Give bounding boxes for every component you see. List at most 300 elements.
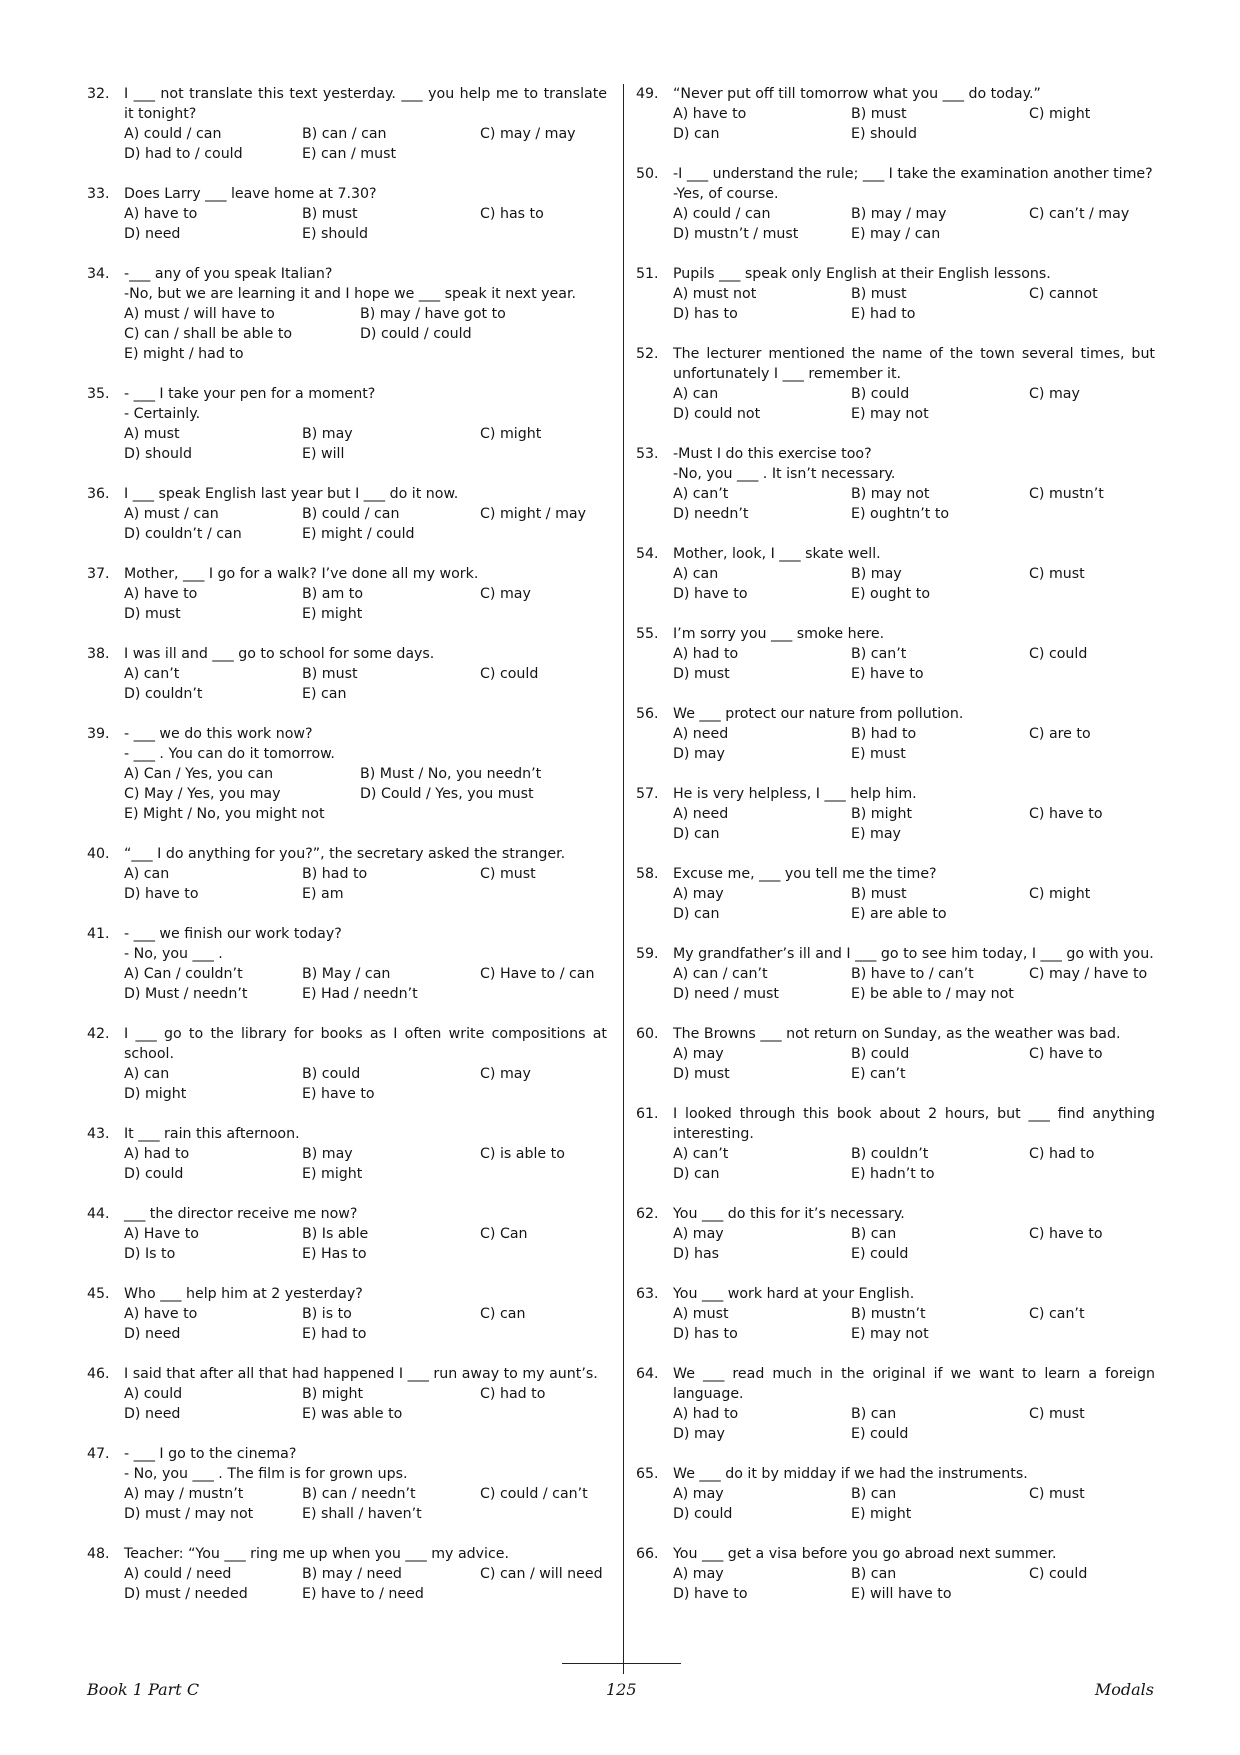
answer-option: C) have to xyxy=(1029,1046,1103,1062)
question-text-line: It ___ rain this afternoon. xyxy=(124,1126,300,1142)
question-number: 33. xyxy=(87,186,110,202)
question-item xyxy=(636,624,1155,684)
answer-options xyxy=(673,204,1155,244)
question-stem xyxy=(124,1364,607,1384)
answer-option: E) may xyxy=(851,826,901,842)
answer-options xyxy=(124,964,607,1004)
answer-options xyxy=(673,1304,1155,1344)
answer-option: C) are to xyxy=(1029,726,1091,742)
answer-option: B) May / can xyxy=(302,966,391,982)
question-text-line: ___ the director receive me now? xyxy=(124,1206,358,1222)
answer-option: D) couldn’t xyxy=(124,686,203,702)
answer-option: A) had to xyxy=(124,1146,190,1162)
question-stem xyxy=(124,724,607,764)
question-stem xyxy=(124,1204,607,1224)
answer-options xyxy=(673,1484,1155,1524)
answer-option: D) could xyxy=(673,1506,733,1522)
answer-option: A) must / will have to xyxy=(124,306,275,322)
answer-option: B) might xyxy=(302,1386,364,1402)
question-number: 54. xyxy=(636,546,659,562)
question-number: 53. xyxy=(636,446,659,462)
answer-option: E) can / must xyxy=(302,146,397,162)
answer-option: D) can xyxy=(673,906,720,922)
answer-option: A) have to xyxy=(124,1306,198,1322)
answer-option: B) must xyxy=(302,206,358,222)
question-text-line: Mother, ___ I go for a walk? I’ve done all my work. xyxy=(124,566,479,582)
question-number: 42. xyxy=(87,1026,110,1042)
question-stem xyxy=(673,1364,1155,1404)
question-number: 59. xyxy=(636,946,659,962)
answer-option: E) will xyxy=(302,446,345,462)
answer-option: A) must not xyxy=(673,286,757,302)
answer-option: D) Could / Yes, you must xyxy=(360,786,534,802)
answer-option: A) can’t xyxy=(124,666,180,682)
answer-option: E) might xyxy=(302,1166,363,1182)
question-item xyxy=(636,864,1155,924)
answer-option: C) Have to / can xyxy=(480,966,595,982)
question-number: 50. xyxy=(636,166,659,182)
answer-options xyxy=(124,1064,607,1104)
answer-options xyxy=(124,864,607,904)
answer-option: D) have to xyxy=(673,586,748,602)
answer-option: E) might xyxy=(851,1506,912,1522)
question-stem xyxy=(124,1124,607,1144)
question-item xyxy=(636,1204,1155,1264)
question-number: 37. xyxy=(87,566,110,582)
answer-option: A) may xyxy=(673,1486,724,1502)
question-item xyxy=(87,844,607,904)
answer-option: B) must xyxy=(851,106,907,122)
question-item xyxy=(87,1204,607,1264)
question-stem xyxy=(124,1284,607,1304)
answer-option: A) may xyxy=(673,1046,724,1062)
answer-option: D) couldn’t / can xyxy=(124,526,242,542)
answer-option: B) am to xyxy=(302,586,364,602)
question-text-line: - ___ we do this work now? xyxy=(124,726,313,742)
question-text-line: The lecturer mentioned the name of the town several times, but unfortunately I ___ remember it. xyxy=(673,346,1155,382)
question-text-line: He is very helpless, I ___ help him. xyxy=(673,786,917,802)
question-stem xyxy=(673,264,1155,284)
answer-option: C) may xyxy=(480,1066,531,1082)
answer-option: B) must xyxy=(851,886,907,902)
question-number: 61. xyxy=(636,1106,659,1122)
question-text-line: -Must I do this exercise too? xyxy=(673,446,872,462)
question-number: 48. xyxy=(87,1546,110,1562)
question-item xyxy=(87,1544,607,1604)
question-item xyxy=(636,444,1155,524)
answer-option: D) must xyxy=(673,1066,730,1082)
answer-option: A) Can / Yes, you can xyxy=(124,766,274,782)
question-number: 55. xyxy=(636,626,659,642)
question-item xyxy=(87,184,607,244)
question-stem xyxy=(673,1464,1155,1484)
question-stem xyxy=(673,164,1155,204)
answer-option: E) may / can xyxy=(851,226,941,242)
answer-options xyxy=(124,1224,607,1264)
answer-option: A) must xyxy=(124,426,180,442)
question-item xyxy=(87,84,607,164)
question-text-line: Teacher: “You ___ ring me up when you ___ my advice. xyxy=(124,1546,510,1562)
answer-option: A) have to xyxy=(124,206,198,222)
answer-option: D) has to xyxy=(673,1326,738,1342)
question-number: 40. xyxy=(87,846,110,862)
answer-option: C) must xyxy=(1029,566,1085,582)
answer-option: D) may xyxy=(673,746,725,762)
answer-options xyxy=(124,124,607,164)
question-text-line: I looked through this book about 2 hours, but ___ find anything interesting. xyxy=(673,1106,1155,1142)
answer-option: D) could not xyxy=(673,406,761,422)
answer-option: C) could xyxy=(480,666,539,682)
answer-option: B) must xyxy=(851,286,907,302)
question-item xyxy=(636,264,1155,324)
answer-options xyxy=(124,204,607,244)
answer-option: E) could xyxy=(851,1426,909,1442)
answer-option: C) had to xyxy=(1029,1146,1095,1162)
question-text-line: Pupils ___ speak only English at their English lessons. xyxy=(673,266,1051,282)
answer-option: A) had to xyxy=(673,1406,739,1422)
answer-option: E) am xyxy=(302,886,344,902)
answer-option: D) have to xyxy=(124,886,199,902)
answer-option: C) must xyxy=(1029,1406,1085,1422)
answer-option: B) could xyxy=(851,1046,910,1062)
answer-option: C) mustn’t xyxy=(1029,486,1104,502)
question-stem xyxy=(124,924,607,964)
question-item xyxy=(87,1284,607,1344)
question-stem xyxy=(673,1204,1155,1224)
question-item xyxy=(87,1444,607,1524)
question-text-line: -No, you ___ . It isn’t necessary. xyxy=(673,466,896,482)
right-column xyxy=(636,84,1155,1604)
question-text-line: -___ any of you speak Italian? xyxy=(124,266,333,282)
answer-option: A) need xyxy=(673,726,729,742)
question-text-line: The Browns ___ not return on Sunday, as the weather was bad. xyxy=(673,1026,1121,1042)
answer-option: D) Must / needn’t xyxy=(124,986,248,1002)
answer-option: E) might / had to xyxy=(124,346,244,362)
answer-option: D) should xyxy=(124,446,192,462)
question-item xyxy=(636,84,1155,144)
answer-option: D) can xyxy=(673,826,720,842)
answer-option: D) could xyxy=(124,1166,184,1182)
answer-option: A) Have to xyxy=(124,1226,199,1242)
answer-options xyxy=(124,1384,607,1424)
answer-option: C) could xyxy=(1029,1566,1088,1582)
question-stem xyxy=(673,864,1155,884)
question-text-line: We ___ do it by midday if we had the instruments. xyxy=(673,1466,1028,1482)
answer-option: D) need xyxy=(124,1406,181,1422)
question-item xyxy=(636,944,1155,1004)
answer-option: D) must / needed xyxy=(124,1586,248,1602)
left-column xyxy=(87,84,607,1604)
answer-option: D) could / could xyxy=(360,326,472,342)
question-text-line: I ___ go to the library for books as I often write compositions at school. xyxy=(124,1026,607,1062)
answer-options xyxy=(673,724,1155,764)
answer-option: E) ought to xyxy=(851,586,930,602)
question-number: 52. xyxy=(636,346,659,362)
answer-option: E) had to xyxy=(302,1326,367,1342)
question-text-line: - ___ we finish our work today? xyxy=(124,926,342,942)
answer-option: C) could / can’t xyxy=(480,1486,588,1502)
answer-option: A) can xyxy=(124,866,170,882)
answer-option: A) can / can’t xyxy=(673,966,768,982)
question-number: 64. xyxy=(636,1366,659,1382)
answer-option: A) can’t xyxy=(673,486,729,502)
answer-option: E) Might / No, you might not xyxy=(124,806,325,822)
answer-options xyxy=(673,644,1155,684)
answer-option: E) be able to / may not xyxy=(851,986,1014,1002)
question-text-line: We ___ read much in the original if we want to learn a foreign language. xyxy=(673,1366,1155,1402)
question-stem xyxy=(673,444,1155,484)
question-number: 35. xyxy=(87,386,110,402)
answer-options xyxy=(673,1144,1155,1184)
question-number: 32. xyxy=(87,86,110,102)
question-text-line: I’m sorry you ___ smoke here. xyxy=(673,626,885,642)
answer-options xyxy=(124,304,607,364)
chapter-label: Modals xyxy=(1094,1680,1154,1699)
answer-option: E) might xyxy=(302,606,363,622)
question-stem xyxy=(124,1024,607,1064)
answer-option: C) can xyxy=(480,1306,526,1322)
answer-option: D) can xyxy=(673,126,720,142)
answer-option: B) Is able xyxy=(302,1226,369,1242)
question-number: 46. xyxy=(87,1366,110,1382)
question-item xyxy=(87,924,607,1004)
answer-option: B) can / needn’t xyxy=(302,1486,416,1502)
question-stem xyxy=(673,1284,1155,1304)
answer-options xyxy=(673,384,1155,424)
question-number: 66. xyxy=(636,1546,659,1562)
question-text-line: - ___ . You can do it tomorrow. xyxy=(124,746,335,762)
answer-option: C) may / may xyxy=(480,126,576,142)
answer-option: B) may xyxy=(302,426,353,442)
answer-option: B) may xyxy=(851,566,902,582)
answer-option: C) may / have to xyxy=(1029,966,1148,982)
answer-option: A) may xyxy=(673,1566,724,1582)
question-number: 43. xyxy=(87,1126,110,1142)
question-text-line: My grandfather’s ill and I ___ go to see him today, I ___ go with you. xyxy=(673,946,1154,962)
answer-option: C) have to xyxy=(1029,1226,1103,1242)
answer-options xyxy=(124,1304,607,1344)
answer-option: E) might / could xyxy=(302,526,415,542)
question-text-line: - No, you ___ . The film is for grown ups. xyxy=(124,1466,408,1482)
question-stem xyxy=(124,1444,607,1484)
answer-option: B) Must / No, you needn’t xyxy=(360,766,542,782)
answer-option: D) have to xyxy=(673,1586,748,1602)
question-stem xyxy=(673,84,1155,104)
answer-option: A) may / mustn’t xyxy=(124,1486,244,1502)
answer-option: B) might xyxy=(851,806,913,822)
question-stem xyxy=(124,844,607,864)
question-number: 56. xyxy=(636,706,659,722)
answer-option: C) has to xyxy=(480,206,544,222)
answer-options xyxy=(673,964,1155,1004)
answer-option: E) will have to xyxy=(851,1586,952,1602)
question-number: 60. xyxy=(636,1026,659,1042)
answer-option: E) must xyxy=(851,746,906,762)
answer-option: B) is to xyxy=(302,1306,352,1322)
question-number: 47. xyxy=(87,1446,110,1462)
question-item xyxy=(636,1284,1155,1344)
answer-option: B) can xyxy=(851,1226,897,1242)
question-text-line: Excuse me, ___ you tell me the time? xyxy=(673,866,937,882)
question-item xyxy=(87,1124,607,1184)
question-stem xyxy=(124,84,607,124)
question-item xyxy=(636,544,1155,604)
answer-option: D) need / must xyxy=(673,986,779,1002)
answer-options xyxy=(673,284,1155,324)
question-item xyxy=(87,1024,607,1104)
answer-option: D) might xyxy=(124,1086,187,1102)
answer-option: E) hadn’t to xyxy=(851,1166,935,1182)
answer-options xyxy=(673,884,1155,924)
answer-option: A) may xyxy=(673,1226,724,1242)
question-item xyxy=(87,384,607,464)
answer-option: A) can xyxy=(673,566,719,582)
answer-option: D) has xyxy=(673,1246,720,1262)
answer-option: C) might / may xyxy=(480,506,586,522)
question-stem xyxy=(124,384,607,424)
question-stem xyxy=(124,264,607,304)
answer-option: C) can’t / may xyxy=(1029,206,1130,222)
question-item xyxy=(636,1544,1155,1604)
answer-option: C) can / shall be able to xyxy=(124,326,293,342)
answer-option: A) Can / couldn’t xyxy=(124,966,243,982)
answer-option: D) mustn’t / must xyxy=(673,226,799,242)
question-text-line: “Never put off till tomorrow what you ___ do today.” xyxy=(673,86,1041,102)
answer-option: B) may / have got to xyxy=(360,306,506,322)
question-stem xyxy=(673,1544,1155,1564)
question-text-line: - ___ I go to the cinema? xyxy=(124,1446,297,1462)
question-text-line: I ___ speak English last year but I ___ do it now. xyxy=(124,486,459,502)
answer-option: B) couldn’t xyxy=(851,1146,929,1162)
answer-options xyxy=(124,584,607,624)
question-text-line: -No, but we are learning it and I hope we ___ speak it next year. xyxy=(124,286,577,302)
answer-option: D) has to xyxy=(673,306,738,322)
question-number: 36. xyxy=(87,486,110,502)
question-number: 44. xyxy=(87,1206,110,1222)
question-item xyxy=(636,1464,1155,1524)
answer-option: D) must / may not xyxy=(124,1506,254,1522)
answer-option: B) can xyxy=(851,1566,897,1582)
answer-options xyxy=(124,664,607,704)
question-item xyxy=(636,344,1155,424)
answer-options xyxy=(673,564,1155,604)
question-item xyxy=(636,704,1155,764)
answer-option: C) can’t xyxy=(1029,1306,1085,1322)
question-number: 65. xyxy=(636,1466,659,1482)
question-stem xyxy=(124,184,607,204)
answer-option: A) could / can xyxy=(124,126,222,142)
answer-options xyxy=(673,1224,1155,1264)
answer-option: D) needn’t xyxy=(673,506,749,522)
question-stem xyxy=(124,484,607,504)
answer-option: A) may xyxy=(673,886,724,902)
question-text-line: -I ___ understand the rule; ___ I take the examination another time? xyxy=(673,166,1153,182)
answer-option: D) may xyxy=(673,1426,725,1442)
answer-option: B) may / need xyxy=(302,1566,402,1582)
answer-option: A) could xyxy=(124,1386,183,1402)
question-item xyxy=(636,1364,1155,1444)
answer-options xyxy=(124,424,607,464)
answer-option: C) might xyxy=(480,426,542,442)
question-item xyxy=(87,484,607,544)
footer-rule xyxy=(562,1663,681,1664)
answer-option: A) must xyxy=(673,1306,729,1322)
question-item xyxy=(636,1104,1155,1184)
book-label: Book 1 Part C xyxy=(87,1680,200,1699)
answer-option: C) cannot xyxy=(1029,286,1098,302)
question-text-line: Does Larry ___ leave home at 7.30? xyxy=(124,186,377,202)
answer-option: E) could xyxy=(851,1246,909,1262)
question-number: 63. xyxy=(636,1286,659,1302)
answer-option: D) can xyxy=(673,1166,720,1182)
question-item xyxy=(87,724,607,824)
answer-option: E) have to / need xyxy=(302,1586,424,1602)
answer-options xyxy=(124,764,607,824)
question-number: 39. xyxy=(87,726,110,742)
answer-option: B) must xyxy=(302,666,358,682)
answer-option: B) could xyxy=(851,386,910,402)
question-text-line: - ___ I take your pen for a moment? xyxy=(124,386,376,402)
answer-option: B) had to xyxy=(302,866,368,882)
answer-option: E) are able to xyxy=(851,906,947,922)
answer-option: C) might xyxy=(1029,106,1091,122)
question-item xyxy=(87,1364,607,1424)
answer-option: A) can’t xyxy=(673,1146,729,1162)
answer-options xyxy=(673,1044,1155,1084)
question-number: 49. xyxy=(636,86,659,102)
answer-option: E) can xyxy=(302,686,347,702)
answer-option: E) may not xyxy=(851,1326,929,1342)
answer-option: C) may xyxy=(480,586,531,602)
answer-options xyxy=(673,104,1155,144)
answer-options xyxy=(673,804,1155,844)
answer-options xyxy=(124,504,607,544)
answer-option: C) had to xyxy=(480,1386,546,1402)
answer-options xyxy=(673,484,1155,524)
question-stem xyxy=(673,1104,1155,1144)
answer-option: B) had to xyxy=(851,726,917,742)
question-text-line: - Certainly. xyxy=(124,406,201,422)
question-number: 41. xyxy=(87,926,110,942)
answer-option: E) should xyxy=(851,126,918,142)
answer-option: C) may xyxy=(1029,386,1080,402)
answer-option: E) may not xyxy=(851,406,929,422)
answer-option: A) need xyxy=(673,806,729,822)
question-text-line: Who ___ help him at 2 yesterday? xyxy=(124,1286,363,1302)
answer-option: E) had to xyxy=(851,306,916,322)
answer-option: B) mustn’t xyxy=(851,1306,926,1322)
page-number: 125 xyxy=(606,1680,637,1699)
question-number: 34. xyxy=(87,266,110,282)
answer-option: B) may xyxy=(302,1146,353,1162)
answer-option: A) have to xyxy=(673,106,747,122)
answer-option: B) have to / can’t xyxy=(851,966,974,982)
answer-option: D) had to / could xyxy=(124,146,243,162)
answer-option: E) was able to xyxy=(302,1406,403,1422)
answer-option: D) need xyxy=(124,1326,181,1342)
answer-option: E) Had / needn’t xyxy=(302,986,418,1002)
question-number: 58. xyxy=(636,866,659,882)
question-item xyxy=(87,644,607,704)
answer-options xyxy=(124,1484,607,1524)
answer-option: B) can xyxy=(851,1406,897,1422)
question-text-line: Mother, look, I ___ skate well. xyxy=(673,546,881,562)
answer-option: D) need xyxy=(124,226,181,242)
question-text-line: I was ill and ___ go to school for some days. xyxy=(124,646,435,662)
answer-option: B) could / can xyxy=(302,506,400,522)
answer-option: E) have to xyxy=(302,1086,375,1102)
question-stem xyxy=(673,344,1155,384)
